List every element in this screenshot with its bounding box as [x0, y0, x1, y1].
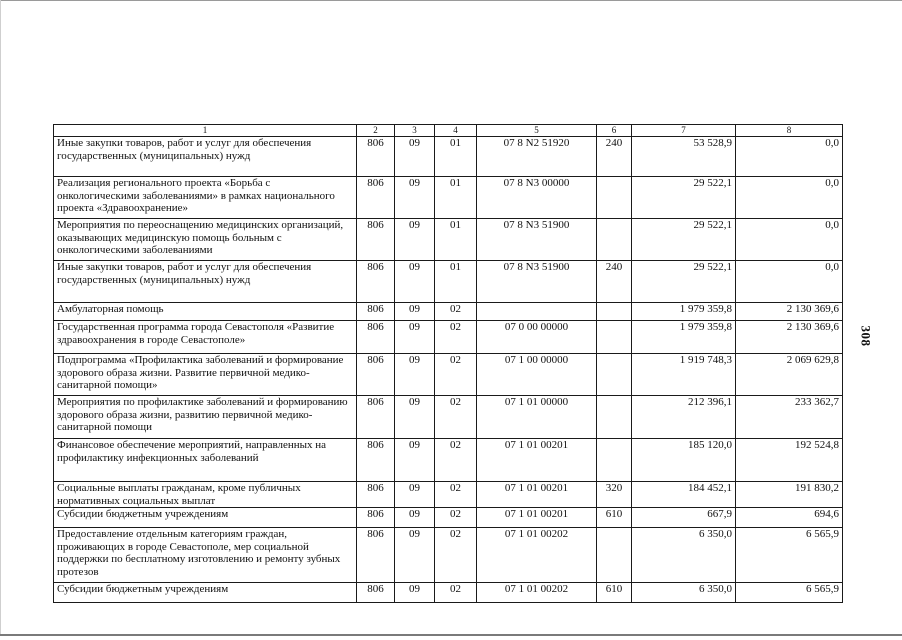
- amount-year1-cell: 1 919 748,3: [632, 354, 736, 396]
- subsection-cell: 02: [435, 583, 477, 603]
- amount-year2-cell: 2 130 369,6: [736, 321, 843, 354]
- section-cell: 09: [395, 303, 435, 321]
- target-article-cell: 07 1 01 00201: [477, 439, 597, 482]
- target-article-cell: 07 1 00 00000: [477, 354, 597, 396]
- target-article-cell: 07 1 01 00201: [477, 482, 597, 508]
- table-row: [54, 321, 843, 354]
- expense-type-cell: [597, 303, 632, 321]
- expense-type-cell: [597, 177, 632, 219]
- amount-year2-cell: 0,0: [736, 177, 843, 219]
- header-cell: 8: [736, 125, 843, 137]
- ministry-code-cell: 806: [357, 261, 395, 303]
- amount-year2-cell: 0,0: [736, 219, 843, 261]
- subsection-cell: 02: [435, 396, 477, 439]
- section-cell: 09: [395, 482, 435, 508]
- section-cell: 09: [395, 177, 435, 219]
- amount-year2-cell: 6 565,9: [736, 528, 843, 583]
- amount-year2-cell: 694,6: [736, 508, 843, 528]
- subsection-cell: 02: [435, 439, 477, 482]
- target-article-cell: [477, 303, 597, 321]
- expense-type-cell: 240: [597, 137, 632, 177]
- amount-year2-cell: 2 069 629,8: [736, 354, 843, 396]
- ministry-code-cell: 806: [357, 177, 395, 219]
- ministry-code-cell: 806: [357, 396, 395, 439]
- subsection-cell: 01: [435, 261, 477, 303]
- header-cell: 3: [395, 125, 435, 137]
- amount-year1-cell: 6 350,0: [632, 528, 736, 583]
- subsection-cell: 02: [435, 354, 477, 396]
- amount-year1-cell: 53 528,9: [632, 137, 736, 177]
- section-cell: 09: [395, 219, 435, 261]
- table-row: [54, 137, 843, 177]
- amount-year1-cell: 667,9: [632, 508, 736, 528]
- amount-year1-cell: 29 522,1: [632, 177, 736, 219]
- expense-type-cell: [597, 528, 632, 583]
- table-row: [54, 219, 843, 261]
- header-cell: 4: [435, 125, 477, 137]
- expense-type-cell: 240: [597, 261, 632, 303]
- amount-year2-cell: 192 524,8: [736, 439, 843, 482]
- table-row: [54, 508, 843, 528]
- header-cell: 1: [54, 125, 357, 137]
- amount-year1-cell: 29 522,1: [632, 219, 736, 261]
- ministry-code-cell: 806: [357, 354, 395, 396]
- amount-year2-cell: 191 830,2: [736, 482, 843, 508]
- scan-bottom-edge: [0, 634, 902, 636]
- name-cell: Реализация регионального проекта «Борьба с онкологическими заболеваниями» в рамках национального проекта «Здравоохранение»: [54, 177, 357, 219]
- expense-type-cell: [597, 396, 632, 439]
- amount-year1-cell: 1 979 359,8: [632, 303, 736, 321]
- subsection-cell: 01: [435, 177, 477, 219]
- amount-year1-cell: 212 396,1: [632, 396, 736, 439]
- expense-type-cell: [597, 439, 632, 482]
- section-cell: 09: [395, 396, 435, 439]
- ministry-code-cell: 806: [357, 137, 395, 177]
- target-article-cell: 07 1 01 00201: [477, 508, 597, 528]
- ministry-code-cell: 806: [357, 219, 395, 261]
- expense-type-cell: 610: [597, 583, 632, 603]
- name-cell: Иные закупки товаров, работ и услуг для обеспечения государственных (муниципальных) нужд: [54, 137, 357, 177]
- ministry-code-cell: 806: [357, 583, 395, 603]
- amount-year1-cell: 6 350,0: [632, 583, 736, 603]
- name-cell: Амбулаторная помощь: [54, 303, 357, 321]
- amount-year1-cell: 184 452,1: [632, 482, 736, 508]
- section-cell: 09: [395, 439, 435, 482]
- subsection-cell: 01: [435, 137, 477, 177]
- budget-table: [53, 124, 843, 603]
- expense-type-cell: [597, 219, 632, 261]
- amount-year2-cell: 2 130 369,6: [736, 303, 843, 321]
- section-cell: 09: [395, 508, 435, 528]
- ministry-code-cell: 806: [357, 482, 395, 508]
- target-article-cell: 07 8 N3 00000: [477, 177, 597, 219]
- subsection-cell: 02: [435, 482, 477, 508]
- section-cell: 09: [395, 583, 435, 603]
- target-article-cell: 07 8 N3 51900: [477, 219, 597, 261]
- name-cell: Иные закупки товаров, работ и услуг для обеспечения государственных (муниципальных) нужд: [54, 261, 357, 303]
- name-cell: Социальные выплаты гражданам, кроме публичных нормативных социальных выплат: [54, 482, 357, 508]
- target-article-cell: 07 8 N3 51900: [477, 261, 597, 303]
- name-cell: Мероприятия по профилактике заболеваний и формированию здорового образа жизни, развитию первичной медико-санитарной помощи: [54, 396, 357, 439]
- header-cell: 5: [477, 125, 597, 137]
- amount-year1-cell: 185 120,0: [632, 439, 736, 482]
- expense-type-cell: 320: [597, 482, 632, 508]
- ministry-code-cell: 806: [357, 439, 395, 482]
- table-body: [54, 125, 843, 603]
- name-cell: Субсидии бюджетным учреждениям: [54, 508, 357, 528]
- table-row: [54, 396, 843, 439]
- table-row: [54, 482, 843, 508]
- subsection-cell: 01: [435, 219, 477, 261]
- table-row: [54, 583, 843, 603]
- name-cell: Субсидии бюджетным учреждениям: [54, 583, 357, 603]
- amount-year1-cell: 1 979 359,8: [632, 321, 736, 354]
- target-article-cell: 07 1 01 00202: [477, 583, 597, 603]
- amount-year2-cell: 6 565,9: [736, 583, 843, 603]
- ministry-code-cell: 806: [357, 303, 395, 321]
- expense-type-cell: [597, 354, 632, 396]
- name-cell: Государственная программа города Севастополя «Развитие здравоохранения в городе Севастополе»: [54, 321, 357, 354]
- name-cell: Предоставление отдельным категориям граждан, проживающих в городе Севастополе, мер социальной поддержки по бесплатному изготовлению и ремонту зубных протезов: [54, 528, 357, 583]
- section-cell: 09: [395, 137, 435, 177]
- name-cell: Мероприятия по переоснащению медицинских организаций, оказывающих медицинскую помощь больным с онкологическими заболеваниями: [54, 219, 357, 261]
- subsection-cell: 02: [435, 303, 477, 321]
- name-cell: Финансовое обеспечение мероприятий, направленных на профилактику инфекционных заболеваний: [54, 439, 357, 482]
- header-cell: 7: [632, 125, 736, 137]
- target-article-cell: 07 1 01 00000: [477, 396, 597, 439]
- header-cell: 6: [597, 125, 632, 137]
- target-article-cell: 07 8 N2 51920: [477, 137, 597, 177]
- table-row: [54, 177, 843, 219]
- ministry-code-cell: 806: [357, 508, 395, 528]
- expense-type-cell: 610: [597, 508, 632, 528]
- table-row: [54, 439, 843, 482]
- amount-year1-cell: 29 522,1: [632, 261, 736, 303]
- target-article-cell: 07 1 01 00202: [477, 528, 597, 583]
- table-row: [54, 261, 843, 303]
- section-cell: 09: [395, 528, 435, 583]
- scan-left-edge: [0, 0, 1, 636]
- section-cell: 09: [395, 354, 435, 396]
- subsection-cell: 02: [435, 528, 477, 583]
- scan-top-edge: [0, 0, 902, 1]
- table-row: [54, 354, 843, 396]
- ministry-code-cell: 806: [357, 528, 395, 583]
- subsection-cell: 02: [435, 508, 477, 528]
- amount-year2-cell: 0,0: [736, 137, 843, 177]
- name-cell: Подпрограмма «Профилактика заболеваний и формирование здорового образа жизни. Развитие первичной медико-санитарной помощи»: [54, 354, 357, 396]
- amount-year2-cell: 0,0: [736, 261, 843, 303]
- amount-year2-cell: 233 362,7: [736, 396, 843, 439]
- table-row: [54, 528, 843, 583]
- header-cell: 2: [357, 125, 395, 137]
- expense-type-cell: [597, 321, 632, 354]
- section-cell: 09: [395, 261, 435, 303]
- section-cell: 09: [395, 321, 435, 354]
- ministry-code-cell: 806: [357, 321, 395, 354]
- header-row: [54, 125, 843, 137]
- page-number: 308: [858, 325, 874, 347]
- table-row: [54, 303, 843, 321]
- target-article-cell: 07 0 00 00000: [477, 321, 597, 354]
- subsection-cell: 02: [435, 321, 477, 354]
